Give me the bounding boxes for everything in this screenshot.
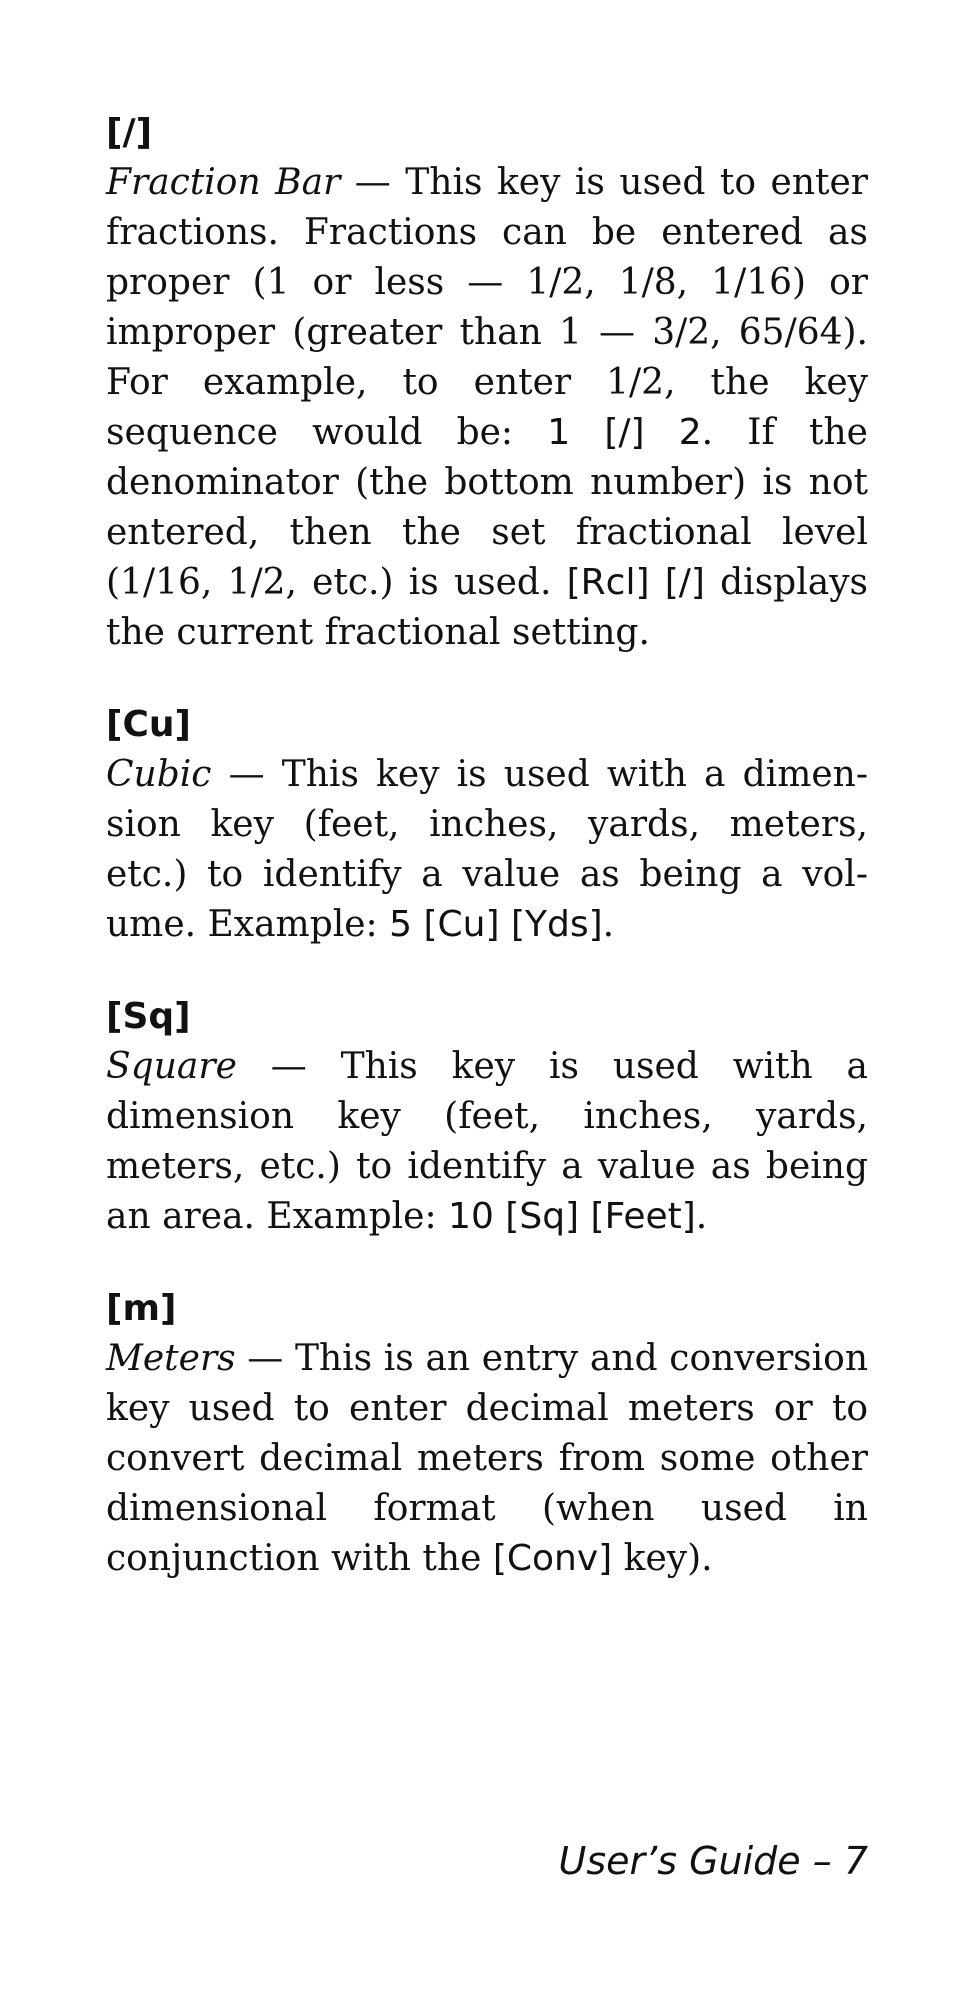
key-heading: [Sq] — [106, 996, 191, 1037]
entry-fraction-bar — [106, 108, 868, 658]
description-text: displays the current fractional setting. — [106, 562, 869, 653]
entry-description — [106, 158, 868, 658]
term-name: Meters — [106, 1338, 236, 1379]
description-text: key). — [612, 1538, 713, 1579]
entry-description — [106, 750, 868, 950]
entry-cubic — [106, 700, 868, 950]
key-sequence: [Rcl] [/] — [566, 562, 705, 603]
page-footer: User’s Guide – 7 — [558, 1839, 868, 1883]
entry-square — [106, 992, 868, 1242]
entry-meters — [106, 1284, 868, 1584]
key-heading: [Cu] — [106, 704, 191, 745]
page-content — [106, 108, 868, 1584]
key-sequence: [Conv] — [492, 1538, 613, 1579]
term-name: Fraction Bar — [106, 162, 341, 203]
description-text: — This key is used with a dimension key (feet, inches, yards, meters, etc.) to identify a value as being a volume. Example: — [106, 754, 868, 945]
description-text: — This is an entry and conversion key used to enter decimal meters or to convert decimal meters from some other dimensional format (when used in conjunction with the — [106, 1338, 868, 1579]
term-name: Square — [106, 1046, 237, 1087]
description-text: . — [695, 1196, 708, 1237]
entry-description — [106, 1334, 868, 1584]
key-sequence: 1 [/] 2 — [547, 412, 702, 453]
description-text: — This key is used to enter fractions. Fractions can be entered as proper (1 or less — 1/2, 1/8, 1/16) or improper (greater than 1 — 3/2, 65/64). For example, to enter 1/2, the key sequence would be: — [106, 162, 868, 453]
description-text: . If the denominator (the bottom number) is not entered, then the set fractional level (1/16, 1/2, etc.) is used. — [106, 412, 868, 603]
key-heading: [m] — [106, 1288, 177, 1329]
key-sequence: 5 [Cu] [Yds] — [389, 904, 603, 945]
description-text: — This key is used with a dimension key (feet, inches, yards, meters, etc.) to identify a value as being an area. Example: — [106, 1046, 868, 1237]
key-sequence: 10 [Sq] [Feet] — [448, 1196, 696, 1237]
key-heading: [/] — [106, 112, 153, 153]
term-name: Cubic — [106, 754, 212, 795]
description-text: . — [602, 904, 615, 945]
entry-description — [106, 1042, 868, 1242]
